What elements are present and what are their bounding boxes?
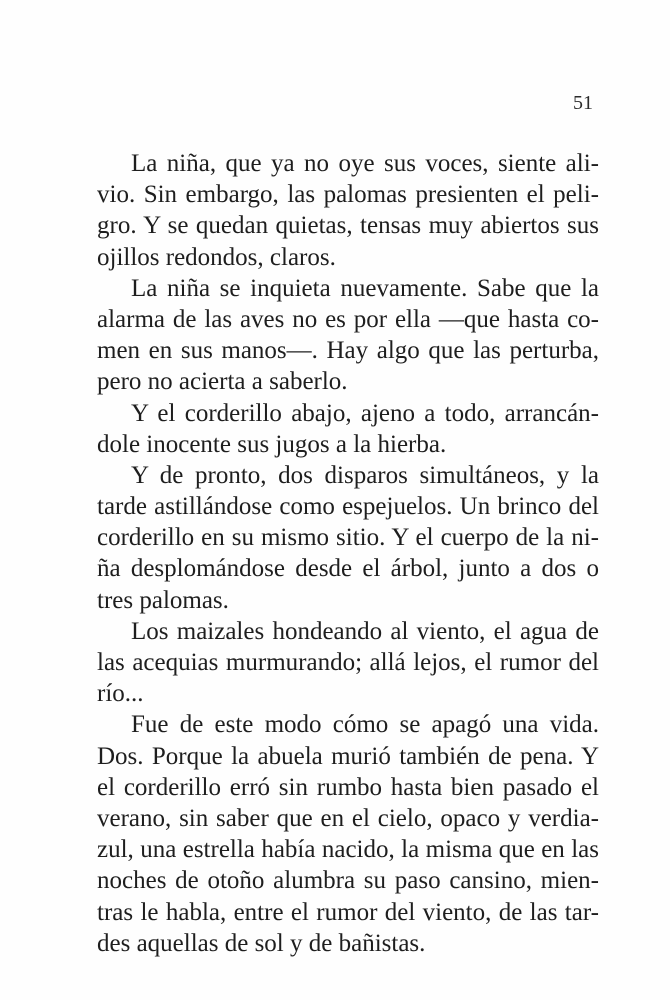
- text-line: tarde astillándose como espejuelos. Un brinco del: [97, 493, 599, 521]
- paragraph: [97, 616, 599, 710]
- text-line: tras le habla, entre el rumor del viento, de las tar-: [97, 898, 599, 926]
- text-line: corderillo en su mismo sitio. Y el cuerpo de la ni-: [97, 524, 599, 552]
- text-line: pero no acierta a saberlo.: [97, 368, 348, 396]
- paragraph: [97, 273, 599, 398]
- text-line: Y de pronto, dos disparos simultáneos, y la: [131, 461, 599, 489]
- text-line: Dos. Porque la abuela murió también de pena. Y: [97, 742, 599, 770]
- paragraph: [97, 148, 599, 273]
- text-line: La niña se inquieta nuevamente. Sabe que la: [131, 274, 599, 302]
- text-line: tres palomas.: [97, 586, 229, 614]
- text-line: dole inocente sus jugos a la hierba.: [97, 430, 447, 458]
- text-line: zul, una estrella había nacido, la misma que en las: [97, 836, 599, 864]
- text-line: ña desplomándose desde el árbol, junto a dos o: [97, 555, 599, 583]
- text-line: des aquellas de sol y de bañistas.: [97, 929, 426, 957]
- text-line: alarma de las aves no es por ella —que hasta co-: [97, 305, 599, 333]
- text-line: ojillos redondos, claros.: [97, 243, 336, 271]
- paragraph: [97, 460, 599, 616]
- text-line: Y el corderillo abajo, ajeno a todo, arrancán-: [131, 399, 599, 427]
- text-line: las acequias murmurando; allá lejos, el rumor del: [97, 649, 599, 676]
- text-line: La niña, que ya no oye sus voces, siente ali-: [131, 150, 599, 177]
- text-line: noches de otoño alumbra su paso cansino, mien-: [97, 867, 599, 895]
- paragraph: [97, 398, 599, 460]
- text-line: gro. Y se quedan quietas, tensas muy abiertos sus: [97, 212, 599, 240]
- text-line: men en sus manos—. Hay algo que las perturba,: [97, 337, 599, 365]
- text-line: río...: [97, 680, 144, 708]
- text-line: Los maizales hondeando al viento, el agua de: [131, 617, 599, 645]
- paragraph: [97, 709, 599, 959]
- body-text: [97, 148, 599, 959]
- text-line: verano, sin saber que en el cielo, opaco y verdia-: [97, 804, 599, 832]
- text-line: el corderillo erró sin rumbo hasta bien pasado el: [97, 773, 599, 801]
- page-number: 51: [573, 92, 593, 114]
- text-line: Fue de este modo cómo se apagó una vida.: [131, 711, 599, 739]
- text-line: vio. Sin embargo, las palomas presienten el peli-: [97, 181, 599, 209]
